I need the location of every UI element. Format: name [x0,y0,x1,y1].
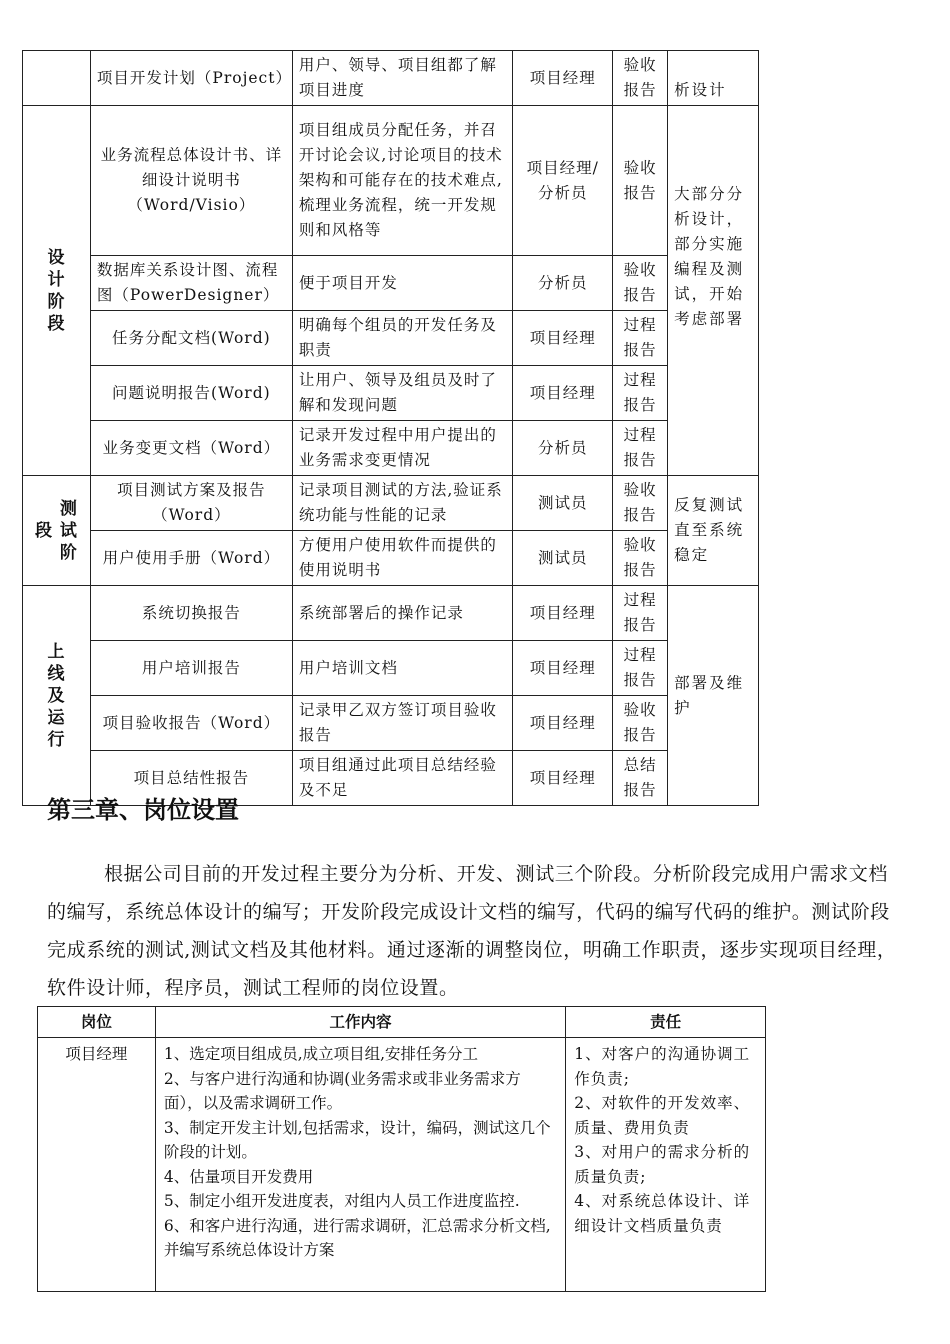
role-cell: 分析员 [513,421,613,476]
report-type-cell: 验收报告 [613,696,668,751]
note-cell-online: 部署及维护 [668,586,759,806]
phase-online-char: 线 [47,663,66,684]
report-type-cell: 过程报告 [613,421,668,476]
doc-cell: 用户使用手册（Word） [90,531,292,586]
phase-cell-empty [23,51,91,106]
purpose-cell: 系统部署后的操作记录 [292,586,513,641]
role-cell: 测试员 [513,531,613,586]
header-duty: 责任 [566,1007,766,1038]
purpose-cell: 项目组通过此项目总结经验及不足 [292,751,513,806]
header-work: 工作内容 [155,1007,565,1038]
duty-item: 2、对软件的开发效率、质量、费用负责 [574,1094,751,1137]
doc-cell: 项目验收报告（Word） [90,696,292,751]
purpose-cell: 明确每个组员的开发任务及职责 [292,311,513,366]
doc-cell: 系统切换报告 [90,586,292,641]
purpose-cell: 记录开发过程中用户提出的业务需求变更情况 [292,421,513,476]
doc-cell: 任务分配文档(Word) [90,311,292,366]
role-cell: 分析员 [513,256,613,311]
phase-design-label: 设计阶段 [47,247,66,334]
purpose-cell: 记录甲乙双方签订项目验收报告 [292,696,513,751]
position-cell: 项目经理 [38,1038,156,1292]
phase-test-line: 阶 [59,542,78,563]
role-cell: 项目经理 [513,641,613,696]
purpose-cell: 用户培训文档 [292,641,513,696]
doc-cell: 数据库关系设计图、流程图（PowerDesigner） [90,256,292,311]
duty-item: 3、对用户的需求分析的质量负责; [574,1143,751,1186]
note-cell: 析设计 [668,51,759,106]
duty-cell [566,1038,766,1292]
work-content-cell [155,1038,565,1292]
purpose-cell: 让用户、领导及组员及时了解和发现问题 [292,366,513,421]
purpose-cell: 便于项目开发 [292,256,513,311]
report-type-cell: 验收报告 [613,106,668,256]
report-type-cell: 验收报告 [613,256,668,311]
note-cell-design: 大部分分析设计，部分实施编程及测试，开始考虑部署 [668,106,759,476]
report-type-cell: 验收报告 [613,51,668,106]
role-cell: 项目经理 [513,696,613,751]
doc-cell: 业务变更文档（Word） [90,421,292,476]
role-cell: 项目经理/分析员 [513,106,613,256]
report-type-cell: 过程报告 [613,586,668,641]
purpose-cell: 用户、领导、项目组都了解项目进度 [292,51,513,106]
doc-cell: 业务流程总体设计书、详细设计说明书（Word/Visio） [90,106,292,256]
project-documents-table [22,50,759,806]
purpose-cell: 记录项目测试的方法,验证系统功能与性能的记录 [292,476,513,531]
doc-cell: 项目开发计划（Project） [90,51,292,106]
role-cell: 项目经理 [513,311,613,366]
chapter-title: 第三章、岗位设置 [47,796,239,824]
doc-cell: 问题说明报告(Word) [90,366,292,421]
phase-online-char: 及 [47,685,66,706]
report-type-cell: 过程报告 [613,366,668,421]
work-item: 6、和客户进行沟通，进行需求调研，汇总需求分析文档,并编写系统总体设计方案 [163,1216,551,1259]
work-item: 1、选定项目组成员,成立项目组,安排任务分工 [163,1045,479,1063]
report-type-cell: 验收报告 [613,531,668,586]
positions-table [37,1006,766,1292]
purpose-cell: 项目组成员分配任务，并召开讨论会议,讨论项目的技术架构和可能存在的技术难点,梳理业务流程，统一开发规则和风格等 [292,106,513,256]
role-cell: 项目经理 [513,751,613,806]
work-item: 3、制定开发主计划,包括需求，设计，编码，测试这几个阶段的计划。 [163,1118,551,1161]
phase-online-char: 上 [47,641,66,662]
duty-item: 4、对系统总体设计、详细设计文档质量负责 [574,1192,751,1235]
phase-online [23,586,91,806]
duty-item: 1、对客户的沟通协调工作负责; [574,1045,751,1088]
work-item: 2、与客户进行沟通和协调(业务需求或非业务需求方面），以及需求调研工作。 [163,1069,521,1112]
doc-cell: 项目测试方案及报告（Word） [90,476,292,531]
report-type-cell: 过程报告 [613,311,668,366]
role-cell: 项目经理 [513,51,613,106]
body-paragraph: 根据公司目前的开发过程主要分为分析、开发、测试三个阶段。分析阶段完成用户需求文档的编写，系统总体设计的编写；开发阶段完成设计文档的编写，代码的编写代码的维护。测试阶段完成系统的测试,测试文档及其他材料。通过逐渐的调整岗位，明确工作职责，逐步实现项目经理，软件设计师，程序员，测试工程师的岗位设置。 [47,863,897,999]
header-position: 岗位 [38,1007,156,1038]
phase-online-char: 行 [47,729,66,750]
role-cell: 项目经理 [513,366,613,421]
phase-test [23,476,91,586]
role-cell: 测试员 [513,476,613,531]
phase-online-char: 运 [47,707,66,728]
report-type-cell: 过程报告 [613,641,668,696]
purpose-cell: 方便用户使用软件而提供的使用说明书 [292,531,513,586]
doc-cell: 项目总结性报告 [90,751,292,806]
phase-test-line: 段 试 [34,520,78,541]
work-item: 5、制定小组开发进度表，对组内人员工作进度监控. [163,1192,520,1210]
phase-design [23,106,91,476]
note-cell-test: 反复测试直至系统稳定 [668,476,759,586]
phase-test-line: 测 [59,498,78,519]
work-item: 4、估量项目开发费用 [163,1167,314,1186]
report-type-cell: 验收报告 [613,476,668,531]
role-cell: 项目经理 [513,586,613,641]
report-type-cell: 总结报告 [613,751,668,806]
doc-cell: 用户培训报告 [90,641,292,696]
